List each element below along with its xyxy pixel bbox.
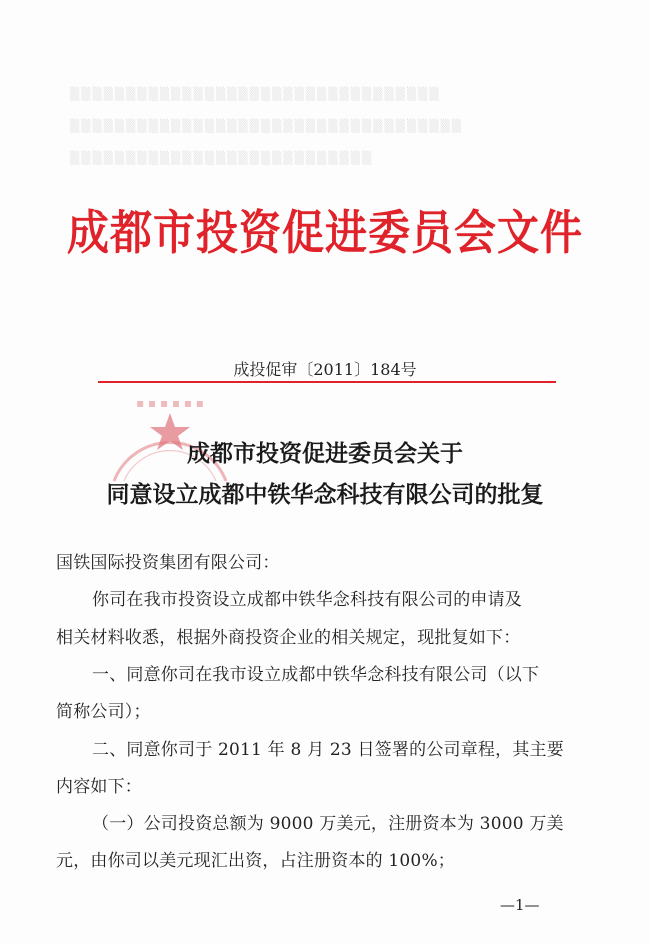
body-paragraph-line: 相关材料收悉，根据外商投资企业的相关规定，现批复如下： <box>56 628 521 648</box>
body-paragraph-line: 一、同意你司在我市设立成都中铁华念科技有限公司（以下 <box>92 665 540 685</box>
svg-text:▪ ▪ ▪ ▪ ▪ ▪: ▪ ▪ ▪ ▪ ▪ ▪ <box>136 396 204 410</box>
issuing-organization-header: 成都市投资促进委员会文件 <box>66 205 583 261</box>
body-paragraph-line: 元，由你司以美元现汇出资，占注册资本的 100%； <box>56 851 456 871</box>
body-paragraph-line: 你司在我市投资设立成都中铁华念科技有限公司的申请及 <box>92 590 522 610</box>
body-paragraph-line: （一）公司投资总额为 9000 万美元，注册资本为 3000 万美 <box>92 814 564 834</box>
document-title-line-1: 成都市投资促进委员会关于 <box>187 440 463 467</box>
recipient-line: 国铁国际投资集团有限公司： <box>56 553 280 573</box>
document-title-line-2: 同意设立成都中铁华念科技有限公司的批复 <box>106 481 544 508</box>
document-number: 成投促审〔2011〕184号 <box>233 360 417 379</box>
page-number: —1— <box>500 896 540 914</box>
body-paragraph-line: 二、同意你司于 2011 年 8 月 23 日签署的公司章程，其主要 <box>92 740 564 760</box>
show-through-text: ▒▒▒▒▒▒▒▒▒▒▒▒▒▒▒▒▒▒▒▒▒▒▒▒▒▒▒▒▒▒▒▒▒ ▒▒▒▒▒▒▒▒▒▒▒▒▒▒▒▒▒▒▒▒▒▒▒▒▒▒▒▒▒▒▒▒▒▒▒ ▒▒▒▒▒▒▒▒▒▒▒▒▒▒▒▒▒▒▒▒▒▒▒▒▒▒▒ <box>70 87 463 165</box>
body-paragraph-line: 内容如下： <box>56 777 142 797</box>
body-paragraph-line: 简称公司）； <box>56 702 151 722</box>
